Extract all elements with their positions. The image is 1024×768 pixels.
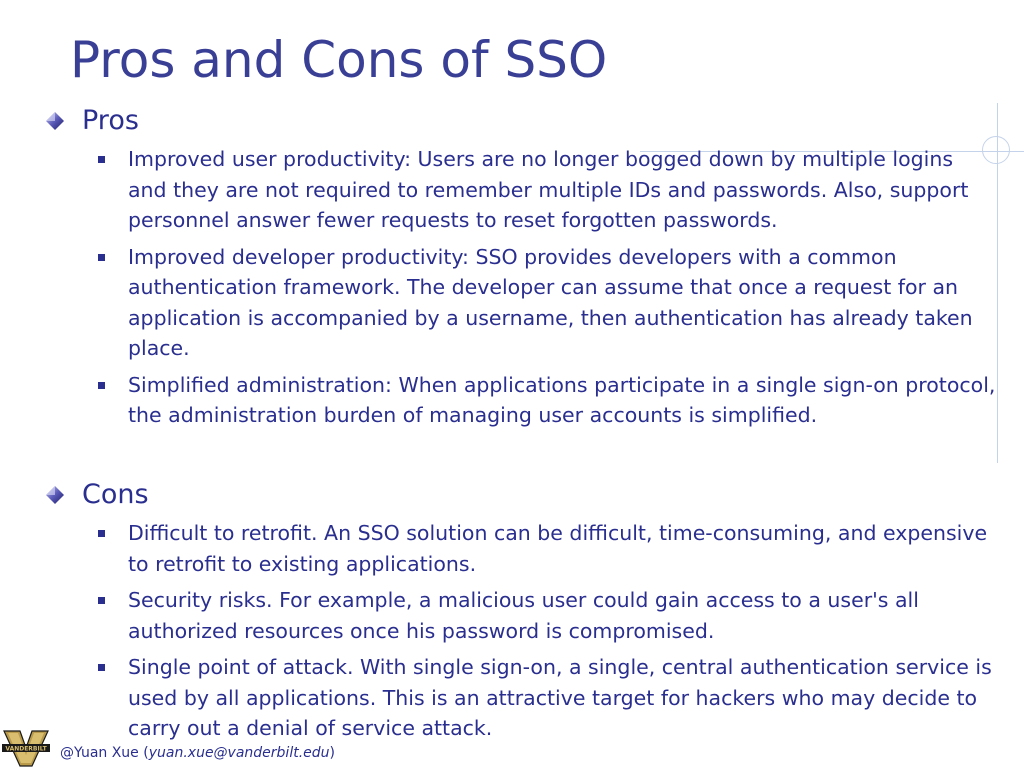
- square-bullet-icon: [98, 530, 105, 537]
- square-bullet-icon: [98, 664, 105, 671]
- diamond-bullet-icon: [46, 112, 64, 130]
- cons-header: [46, 478, 998, 512]
- pros-header: [46, 104, 998, 138]
- square-bullet-icon: [98, 254, 105, 261]
- square-bullet-icon: [98, 382, 105, 389]
- list-item-text: Security risks. For example, a malicious user could gain access to a user's all authorized resources once his password is compromised.: [128, 588, 919, 643]
- list-item-text: Improved user productivity: Users are no longer bogged down by multiple logins and they are not required to remember multiple IDs and passwords. Also, support personnel answer fewer requests to reset forgotten passwords.: [128, 147, 969, 232]
- square-bullet-icon: [98, 156, 105, 163]
- footer-author: @Yuan Xue (: [60, 745, 149, 761]
- diamond-bullet-icon: [46, 486, 64, 504]
- list-item: [46, 518, 998, 579]
- square-bullet-icon: [98, 597, 105, 604]
- list-item: [46, 370, 998, 431]
- vanderbilt-logo-icon: [2, 728, 50, 768]
- footer-credit: [60, 744, 335, 762]
- slide-footer: [0, 728, 1024, 768]
- list-item-text: Single point of attack. With single sign-on, a single, central authentication service is used by all applications. This is an attractive target for hackers who may decide to carry out a denial of service attack.: [128, 655, 992, 740]
- slide-title: Pros and Cons of SSO: [70, 31, 608, 89]
- list-item: [46, 585, 998, 646]
- cons-list: [46, 518, 998, 744]
- pros-label: Pros: [82, 105, 139, 136]
- footer-close-paren: ): [329, 745, 335, 761]
- pros-list: [46, 144, 998, 431]
- list-item: [46, 242, 998, 364]
- list-item-text: Difficult to retrofit. An SSO solution can be difficult, time-consuming, and expensive to retrofit to existing applications.: [128, 521, 988, 576]
- cons-label: Cons: [82, 479, 149, 510]
- pros-section: [46, 104, 998, 431]
- list-item-text: Improved developer productivity: SSO provides developers with a common authentication framework. The developer can assume that once a request for an application is accompanied by a username, then authentication has already taken place.: [128, 244, 973, 360]
- list-item-text: Simplified administration: When applications participate in a single sign-on protocol, the administration burden of managing user accounts is simplified.: [128, 372, 996, 427]
- list-item: [46, 144, 998, 236]
- svg-text:VANDERBILT: VANDERBILT: [5, 745, 47, 753]
- footer-email-link[interactable]: yuan.xue@vanderbilt.edu: [148, 745, 330, 761]
- cons-section: [46, 478, 998, 744]
